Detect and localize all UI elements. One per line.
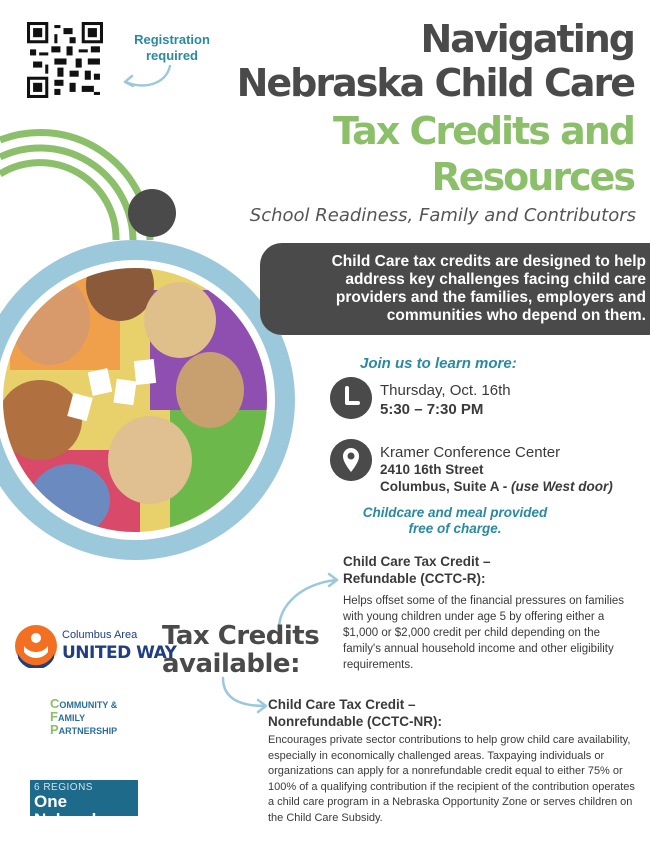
event-date: Thursday, Oct. 16th xyxy=(380,382,511,399)
title-line-4: Resources xyxy=(431,155,634,199)
event-time: 5:30 – 7:30 PM xyxy=(380,401,484,418)
location-pin-icon xyxy=(330,439,372,481)
curved-arrow-icon xyxy=(215,676,275,716)
info-banner xyxy=(260,243,650,335)
united-way-area: Columbus Area xyxy=(62,629,138,641)
venue-street: 2410 16th Street xyxy=(380,462,484,477)
nonrefundable-credit-title: Child Care Tax Credit – Nonrefundable (CCTC-NR): xyxy=(268,697,442,729)
free-note: Childcare and meal provided free of charge. xyxy=(362,505,548,536)
venue-name: Kramer Conference Center xyxy=(380,444,561,461)
qr-code[interactable] xyxy=(27,22,103,98)
banner-line: address key challenges facing child care xyxy=(345,271,646,288)
curved-arrow-icon xyxy=(118,62,178,92)
one-nebraska-logo: 6 REGIONS One Nebraska xyxy=(30,780,138,816)
title-line-3: Tax Credits and xyxy=(333,109,634,153)
refundable-credit-title: Child Care Tax Credit – Refundable (CCTC-R): xyxy=(343,554,491,586)
children-playing-photo xyxy=(0,210,300,590)
join-heading: Join us to learn more: xyxy=(360,355,517,372)
title-line-2: Nebraska Child Care xyxy=(236,61,634,105)
venue-city: Columbus, Suite A - (use West door) xyxy=(380,479,613,494)
subtitle: School Readiness, Family and Contributors xyxy=(249,205,636,226)
banner-line: Child Care tax credits are designed to help xyxy=(331,253,646,270)
registration-note: Registration required xyxy=(134,32,210,63)
community-family-partnership-logo: COMMUNITY & FAMILY PARTNERSHIP xyxy=(50,696,118,737)
door-note: (use West door) xyxy=(511,479,613,494)
united-way-name: UNITED WAY xyxy=(62,643,177,663)
refundable-credit-body: Helps offset some of the financial pressures on families with young children under age 5 by offering either a $1,000 or $2,000 credit per child depending on the family's annual household income and other eligibility requirements. xyxy=(343,595,625,671)
banner-line: providers and the families, employers and xyxy=(335,289,646,306)
clock-icon xyxy=(330,377,372,419)
nonrefundable-credit-body: Encourages private sector contributions to help grow child care availability, especially in economically challenged areas. Taxpaying individuals or organizations can apply for a nonrefundable credit equal to either 75% or 100% of a qualifying contribution if the recipient of the contribution operates a child care program in a Nebraska Opportunity Zone or serves children on the Child Care Subsidy. xyxy=(268,734,635,824)
title-line-1: Navigating xyxy=(420,17,634,61)
banner-line: communities who depend on them. xyxy=(386,307,646,324)
united-way-logo-icon xyxy=(14,624,58,668)
tax-credits-available-heading: Tax Credits available: xyxy=(162,621,320,679)
